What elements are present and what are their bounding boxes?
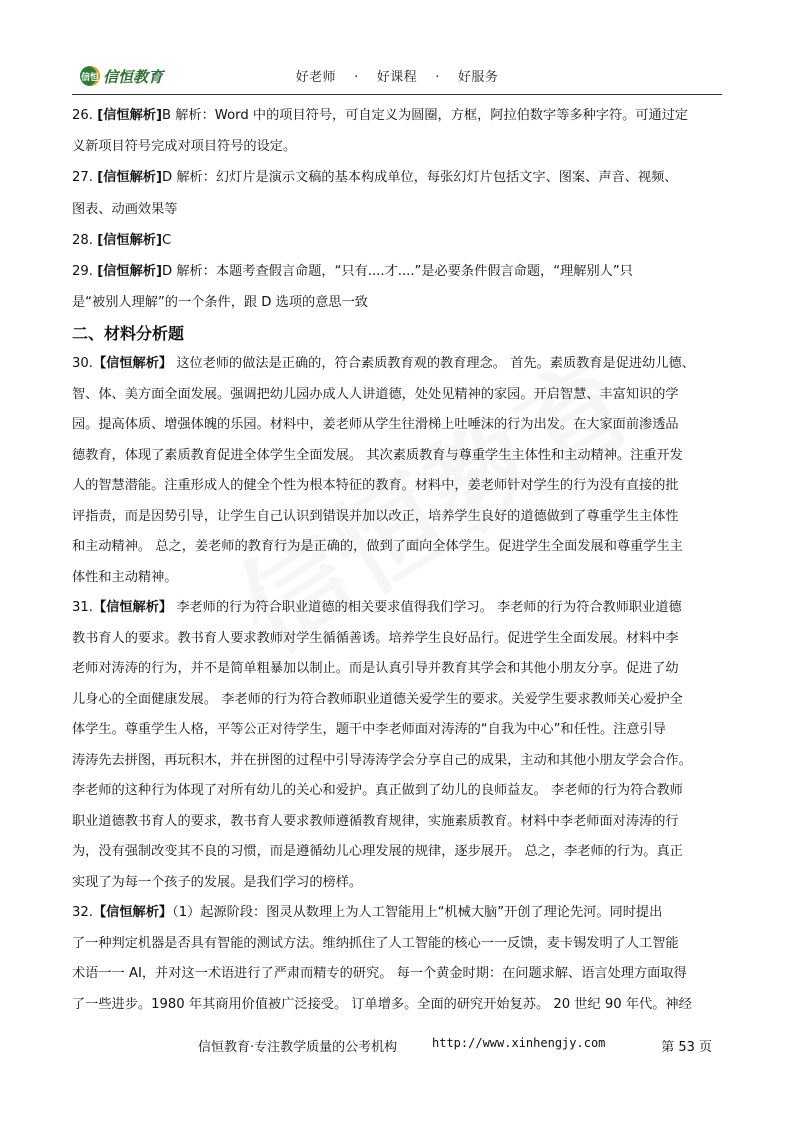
answer-tag: [信恒解析] (97, 232, 162, 248)
answer-text: （1）起源阶段：图灵从数理上为人工智能用上“机械大脑”开创了理论先河。同时提出 (172, 905, 663, 921)
answer-text: C (162, 232, 172, 248)
slogan-separator: · (354, 70, 359, 85)
answer-text: 这位老师的做法是正确的，符合素质教育观的教育理念。 首先。素质教育是促进幼儿德、 (176, 356, 695, 372)
analysis-line: 体学生。尊重学生人格，平等公正对待学生，题干中李老师面对涛涛的“自我为中心”和任性。注意引导 (72, 722, 666, 738)
page-number: 第 53 页 (661, 1040, 712, 1055)
section-title: 二、材料分析题 (72, 324, 185, 344)
analysis-line: 职业道德教书育人的要求，教书育人要求教师遵循教育规律，实施素质教育。材料中李老师面对涛涛的行 (72, 813, 679, 829)
logo-text: 信恒教育 (103, 67, 164, 86)
analysis-line (72, 593, 724, 624)
item-number: 26. (72, 108, 93, 123)
item-number: 27. (72, 170, 93, 186)
answer-line: 是“被别人理解”的一个条件，跟 D 选项的意思一致 (72, 295, 368, 311)
analysis-line: 了一些进步。1980 年其商用价值被广泛接受。 订单增多。全面的研究开始复苏。 20 世纪 90 年代。神经 (72, 996, 692, 1012)
answer-tag: [信恒解析] (97, 264, 162, 280)
answer-line (72, 256, 724, 287)
analysis-line: 园。提高体质、增强体魄的乐园。材料中，姜老师从学生往滑梯上吐唾沫的行为出发。在大家面前渗透品 (72, 417, 679, 433)
analysis-line: 儿身心的全面健康发展。 李老师的行为符合教师职业道德关爱学生的要求。关爱学生要求教师关心爱护全 (72, 691, 683, 707)
answer-text: D 解析：幻灯片是演示文稿的基本构成单位，每张幻灯片包括文字、图案、声音、视频、 (162, 170, 678, 186)
analysis-line: 德教育，体现了素质教育促进全体学生全面发展。 其次素质教育与尊重学生主体性和主动精神。注重开发 (72, 447, 683, 463)
slogan-item: 好课程 (376, 70, 418, 85)
analysis-line (72, 898, 724, 929)
answer-text: 李老师的行为符合职业道德的相关要求值得我们学习。 李老师的行为符合教师职业道德 (176, 600, 682, 616)
answer-line (72, 162, 724, 193)
item-number: 28. (72, 232, 93, 248)
analysis-line: 老师对涛涛的行为，并不是简单粗暴加以制止。而是认真引导并教育其学会和其他小朋友分享。促进了幼 (72, 661, 679, 677)
analysis-line: 教书育人的要求。教书育人要求教师对学生循循善诱。培养学生良好品行。促进学生全面发展。材料中李 (72, 630, 679, 646)
analysis-line: 智、体、美方面全面发展。强调把幼儿园办成人人讲道德，处处见精神的家园。开启智慧、丰富知识的学 (72, 386, 679, 402)
analysis-line (72, 349, 724, 380)
logo-icon: 信恒 (80, 66, 100, 86)
answer-tag: 【信恒解析】 (92, 905, 173, 921)
answer-line (72, 100, 724, 131)
slogan-item: 好服务 (457, 70, 499, 85)
slogan-separator: · (435, 70, 440, 85)
analysis-line: 人的智慧潜能。注重形成人的健全个性为根本特征的教育。材料中，姜老师针对学生的行为没有直接的批 (72, 478, 679, 494)
analysis-line: 体性和主动精神。 (72, 569, 178, 585)
answer-line: 图表、动画效果等 (72, 201, 178, 217)
analysis-line: 和主动精神。 总之，姜老师的教育行为是正确的，做到了面向全体学生。促进学生全面发展和尊重学生主 (72, 539, 683, 555)
answer-line: 义新项目符号完成对项目符号的设定。 (72, 139, 297, 155)
analysis-line: 李老师的这种行为体现了对所有幼儿的关心和爱护。真正做到了幼儿的良师益友。 李老师的行为符合教师 (72, 783, 683, 799)
page-footer (72, 1036, 722, 1060)
footer-org: 信恒教育·专注教学质量的公考机构 (198, 1040, 398, 1055)
analysis-line: 术语一一 AI，并对这一术语进行了严肃而精专的研究。 每一个黄金时期：在问题求解、语言处理方面取得 (72, 966, 687, 982)
analysis-line: 实现了为每一个孩子的发展。是我们学习的榜样。 (72, 874, 363, 890)
answer-tag: 【信恒解析】 (92, 600, 173, 616)
answer-text: B 解析：Word 中的项目符号，可自定义为圆圈，方框，阿拉伯数字等多种字符。可通过定 (162, 108, 689, 123)
analysis-line: 涛涛先去拼图，再玩积木，并在拼图的过程中引导涛涛学会分享自己的成果，主动和其他小朋友学会合作。 (72, 752, 692, 768)
page-content (72, 100, 724, 1020)
answer-tag: 【信恒解析】 (92, 356, 173, 372)
analysis-line: 评指责，而是因势引导，让学生自己认识到错误并加以改正，培养学生良好的道德做到了尊重学生主体性 (72, 508, 679, 524)
item-number: 32. (72, 905, 93, 921)
footer-url[interactable]: http://www.xinhengjy.com (432, 1036, 606, 1050)
slogan (72, 66, 722, 85)
analysis-line: 为，没有强制改变其不良的习惯，而是遵循幼儿心理发展的规律，逐步展开。 总之，李老师的行为。真正 (72, 844, 683, 860)
item-number: 31. (72, 600, 93, 616)
answer-line (72, 225, 724, 256)
item-number: 29. (72, 264, 93, 280)
answer-text: D 解析：本题考查假言命题，“只有....才....”是必要条件假言命题，“理解别人”只 (162, 264, 633, 280)
page-header (72, 58, 722, 95)
answer-tag: [信恒解析] (97, 108, 162, 123)
answer-tag: [信恒解析] (97, 170, 162, 186)
slogan-item: 好老师 (295, 70, 337, 85)
item-number: 30. (72, 356, 93, 372)
analysis-line: 了一种判定机器是否具有智能的测试方法。维纳抓住了人工智能的核心一一反馈，麦卡锡发明了人工智能 (72, 935, 679, 951)
